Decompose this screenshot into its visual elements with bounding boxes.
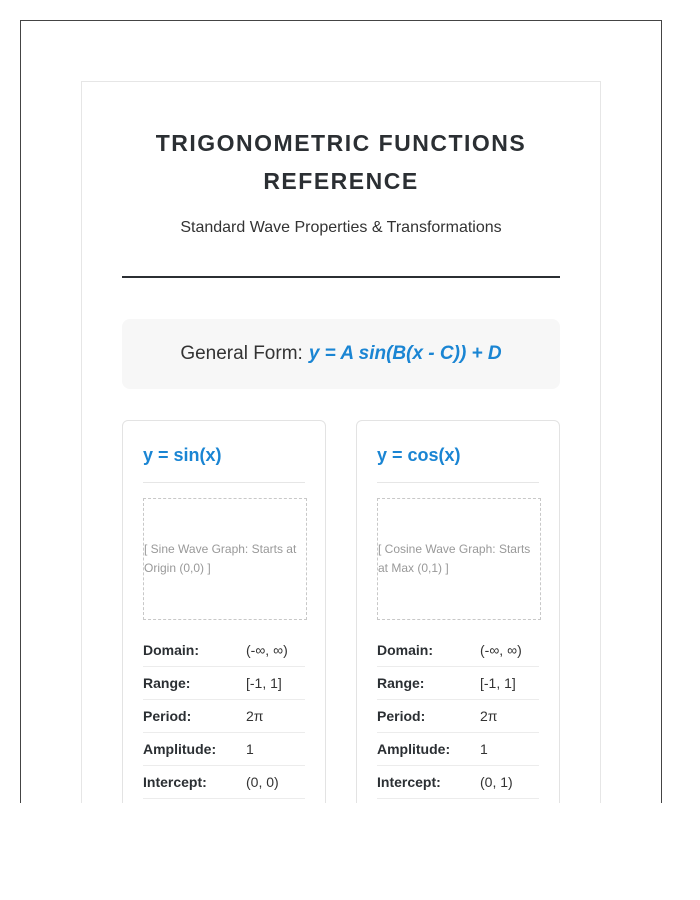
- sine-graph-placeholder: [ Sine Wave Graph: Starts at Origin (0,0) ]: [143, 498, 307, 620]
- property-value: 1: [246, 741, 254, 757]
- header-divider: [122, 276, 560, 278]
- property-label: Amplitude:: [143, 741, 217, 757]
- property-label: Domain:: [377, 642, 433, 658]
- sine-function-title: y = sin(x): [143, 421, 305, 483]
- property-label: Range:: [143, 675, 191, 691]
- property-row-amplitude: [377, 733, 539, 766]
- document-frame: [20, 20, 662, 803]
- property-label: Intercept:: [377, 774, 441, 790]
- property-value: (-∞, ∞): [246, 642, 288, 658]
- property-label: Intercept:: [143, 774, 207, 790]
- general-form-formula: y = A sin(B(x - C)) + D: [308, 343, 502, 364]
- page-title: TRIGONOMETRIC FUNCTIONS REFERENCE: [155, 130, 527, 194]
- property-row-intercept: [377, 766, 539, 799]
- property-value: (0, 0): [246, 774, 279, 790]
- property-label: Amplitude:: [377, 741, 451, 757]
- property-row-amplitude: [143, 733, 305, 766]
- property-label: Range:: [377, 675, 425, 691]
- property-row-range: [143, 667, 305, 700]
- general-form-box: [122, 319, 560, 389]
- page-subtitle: Standard Wave Properties & Transformations: [180, 219, 502, 236]
- property-row-domain: [377, 634, 539, 667]
- property-label: Period:: [377, 708, 426, 724]
- property-value: 1: [480, 741, 488, 757]
- reference-card: [81, 81, 601, 803]
- sine-properties-table: [143, 634, 305, 799]
- property-label: Domain:: [143, 642, 199, 658]
- property-row-period: [377, 700, 539, 733]
- property-row-range: [377, 667, 539, 700]
- property-row-domain: [143, 634, 305, 667]
- sine-function-card: [122, 420, 326, 803]
- property-value: 2π: [480, 708, 498, 724]
- property-value: 2π: [246, 708, 264, 724]
- property-value: [-1, 1]: [246, 675, 282, 691]
- property-row-period: [143, 700, 305, 733]
- cosine-graph-placeholder: [ Cosine Wave Graph: Starts at Max (0,1) ]: [377, 498, 541, 620]
- property-label: Period:: [143, 708, 192, 724]
- cosine-function-card: [356, 420, 560, 803]
- property-value: (0, 1): [480, 774, 513, 790]
- general-form-label: General Form:: [180, 343, 303, 364]
- cosine-properties-table: [377, 634, 539, 799]
- cosine-function-title: y = cos(x): [377, 421, 539, 483]
- property-value: [-1, 1]: [480, 675, 516, 691]
- property-value: (-∞, ∞): [480, 642, 522, 658]
- property-row-intercept: [143, 766, 305, 799]
